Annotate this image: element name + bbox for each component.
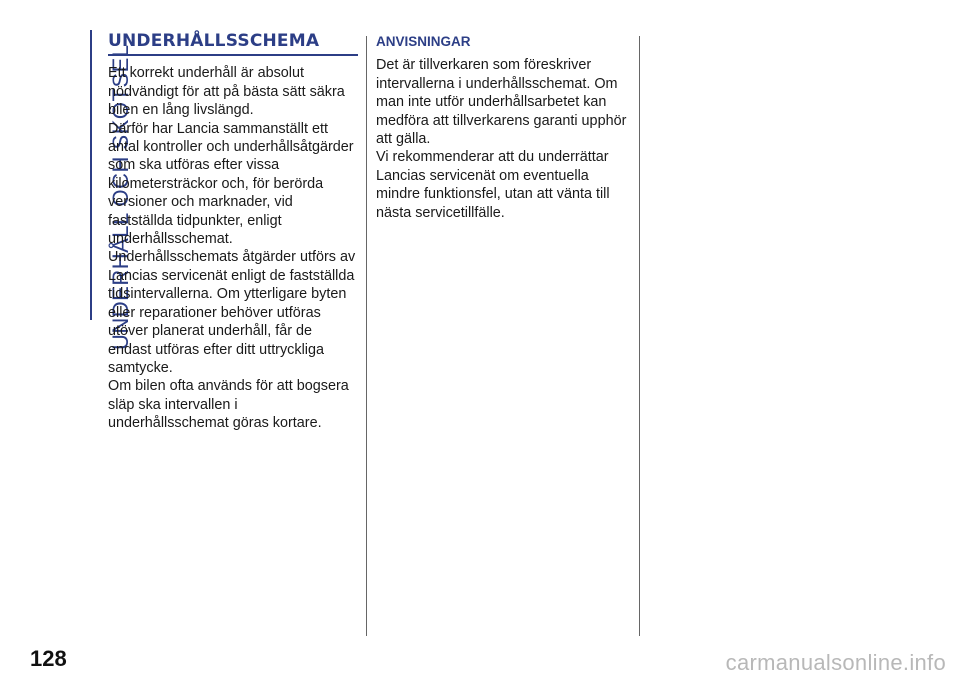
paragraph: Det är tillverkaren som föreskriver intervallerna i underhållsschemat. Om man inte utför underhållsarbetet kan medföra att tillverkarens garanti upphör att gälla. (376, 57, 627, 148)
paragraph: Om bilen ofta används för att bogsera släp ska intervallen i underhållsschemat göras kortare. (108, 378, 349, 432)
paragraph: Ett korrekt underhåll är absolut nödvändigt för att på bästa sätt säkra bilen en lång livslängd. (108, 65, 345, 119)
section-title: UNDERHÅLLSSCHEMA (108, 32, 358, 56)
column-divider (366, 36, 367, 636)
side-tab (40, 30, 133, 350)
page-number: 128 (30, 646, 67, 671)
side-tab-rule (90, 30, 92, 320)
watermark: carmanualsonline.info (725, 650, 946, 675)
paragraph: Vi rekommenderar att du underrättar Lancias servicenät om eventuella mindre funktionsfel, utan att vänta till nästa servicetillfälle. (376, 149, 610, 221)
column-divider (639, 36, 640, 636)
paragraph: Underhållsschemats åtgärder utförs av Lancias servicenät enligt de fastställda tidsintervallerna. Om ytterligare byten eller reparationer behöver utföras utöver planerat underhåll, får de endast utföras efter ditt uttryckliga samtycke. (108, 249, 356, 376)
side-tab-label: UNDERHÅLL OCH SKÖTSEL (108, 44, 133, 350)
right-column (376, 32, 631, 222)
paragraph: Därför har Lancia sammanställt ett antal kontroller och underhållsåtgärder som ska utföras efter vissa kilometersträckor och, för berörda versioner och marknader, vid fastställda tidpunkter, enligt underhållsschemat. (108, 120, 354, 248)
subsection-heading: ANVISNINGAR (376, 34, 471, 49)
left-column (108, 32, 358, 433)
